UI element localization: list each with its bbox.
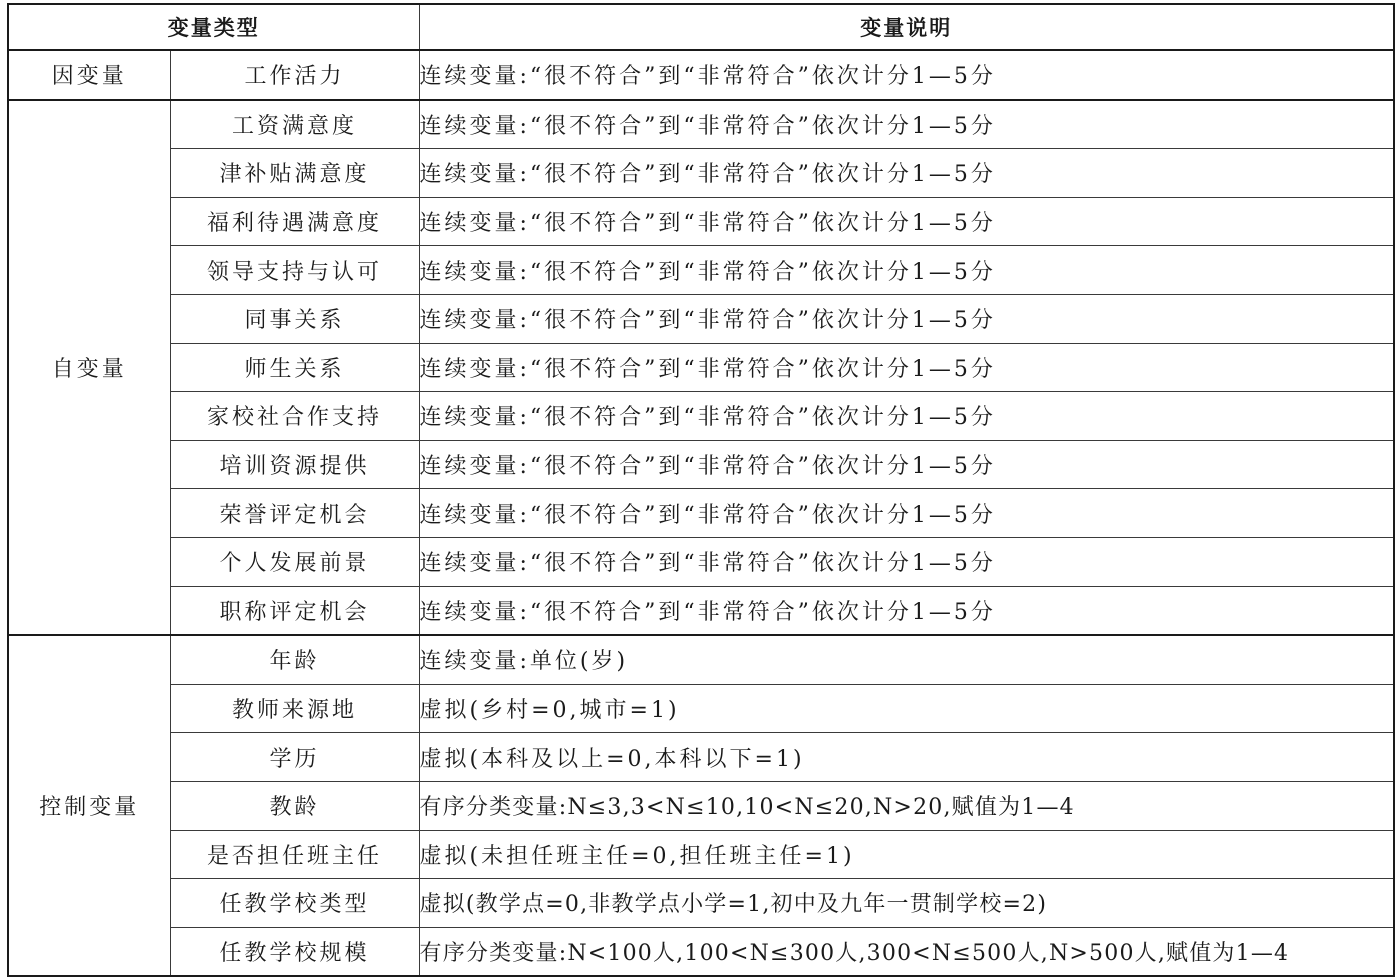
variable-type-cell: 控制变量 bbox=[8, 635, 170, 976]
variable-name-cell: 任教学校规模 bbox=[170, 927, 419, 976]
variable-desc-cell: 连续变量:“很不符合”到“非常符合”依次计分1—5分 bbox=[419, 294, 1394, 343]
table-row bbox=[8, 392, 1394, 441]
table-row bbox=[8, 489, 1394, 538]
table-row bbox=[8, 684, 1394, 733]
variable-desc-cell: 虚拟(教学点=0,非教学点小学=1,初中及九年一贯制学校=2) bbox=[419, 879, 1394, 928]
table-row bbox=[8, 149, 1394, 198]
table-row bbox=[8, 50, 1394, 100]
variable-name-cell: 职称评定机会 bbox=[170, 586, 419, 635]
table-row bbox=[8, 100, 1394, 149]
variable-name-cell: 津补贴满意度 bbox=[170, 149, 419, 198]
variable-desc-cell: 连续变量:“很不符合”到“非常符合”依次计分1—5分 bbox=[419, 440, 1394, 489]
table-row bbox=[8, 246, 1394, 295]
table-row bbox=[8, 879, 1394, 928]
variable-desc-cell: 连续变量:“很不符合”到“非常符合”依次计分1—5分 bbox=[419, 149, 1394, 198]
header-variable-description: 变量说明 bbox=[419, 4, 1394, 50]
variable-desc-cell: 连续变量:“很不符合”到“非常符合”依次计分1—5分 bbox=[419, 537, 1394, 586]
variable-name-cell: 是否担任班主任 bbox=[170, 830, 419, 879]
variable-type-cell: 自变量 bbox=[8, 100, 170, 636]
table-row bbox=[8, 927, 1394, 976]
variable-name-cell: 工作活力 bbox=[170, 50, 419, 100]
table-row bbox=[8, 197, 1394, 246]
variable-name-cell: 工资满意度 bbox=[170, 100, 419, 149]
variable-name-cell: 任教学校类型 bbox=[170, 879, 419, 928]
variable-desc-cell: 有序分类变量:N<100人,100<N≤300人,300<N≤500人,N>500人,赋值为1—4 bbox=[419, 927, 1394, 976]
table-row bbox=[8, 781, 1394, 830]
table-row bbox=[8, 635, 1394, 684]
variable-name-cell: 个人发展前景 bbox=[170, 537, 419, 586]
variable-table bbox=[7, 3, 1395, 977]
variable-type-cell: 因变量 bbox=[8, 50, 170, 100]
variable-name-cell: 年龄 bbox=[170, 635, 419, 684]
table-row bbox=[8, 830, 1394, 879]
variable-name-cell: 师生关系 bbox=[170, 343, 419, 392]
variable-name-cell: 教师来源地 bbox=[170, 684, 419, 733]
variable-name-cell: 福利待遇满意度 bbox=[170, 197, 419, 246]
variable-desc-cell: 连续变量:“很不符合”到“非常符合”依次计分1—5分 bbox=[419, 246, 1394, 295]
variable-desc-cell: 连续变量:“很不符合”到“非常符合”依次计分1—5分 bbox=[419, 197, 1394, 246]
variable-name-cell: 领导支持与认可 bbox=[170, 246, 419, 295]
table-row bbox=[8, 440, 1394, 489]
table-header-row bbox=[8, 4, 1394, 50]
variable-desc-cell: 连续变量:“很不符合”到“非常符合”依次计分1—5分 bbox=[419, 586, 1394, 635]
table-row bbox=[8, 343, 1394, 392]
variable-name-cell: 培训资源提供 bbox=[170, 440, 419, 489]
header-variable-type: 变量类型 bbox=[8, 4, 419, 50]
variable-desc-cell: 连续变量:“很不符合”到“非常符合”依次计分1—5分 bbox=[419, 343, 1394, 392]
variable-desc-cell: 连续变量:“很不符合”到“非常符合”依次计分1—5分 bbox=[419, 392, 1394, 441]
variable-desc-cell: 连续变量:“很不符合”到“非常符合”依次计分1—5分 bbox=[419, 489, 1394, 538]
table-row bbox=[8, 537, 1394, 586]
variable-desc-cell: 连续变量:“很不符合”到“非常符合”依次计分1—5分 bbox=[419, 100, 1394, 149]
variable-name-cell: 家校社合作支持 bbox=[170, 392, 419, 441]
variable-desc-cell: 虚拟(本科及以上=0,本科以下=1) bbox=[419, 733, 1394, 782]
variable-desc-cell: 虚拟(未担任班主任=0,担任班主任=1) bbox=[419, 830, 1394, 879]
variable-name-cell: 学历 bbox=[170, 733, 419, 782]
variable-name-cell: 教龄 bbox=[170, 781, 419, 830]
table-row bbox=[8, 294, 1394, 343]
variable-name-cell: 同事关系 bbox=[170, 294, 419, 343]
table-row bbox=[8, 586, 1394, 635]
variable-desc-cell: 虚拟(乡村=0,城市=1) bbox=[419, 684, 1394, 733]
table-row bbox=[8, 733, 1394, 782]
variable-desc-cell: 有序分类变量:N≤3,3<N≤10,10<N≤20,N>20,赋值为1—4 bbox=[419, 781, 1394, 830]
variable-desc-cell: 连续变量:“很不符合”到“非常符合”依次计分1—5分 bbox=[419, 50, 1394, 100]
variable-name-cell: 荣誉评定机会 bbox=[170, 489, 419, 538]
variable-desc-cell: 连续变量:单位(岁) bbox=[419, 635, 1394, 684]
